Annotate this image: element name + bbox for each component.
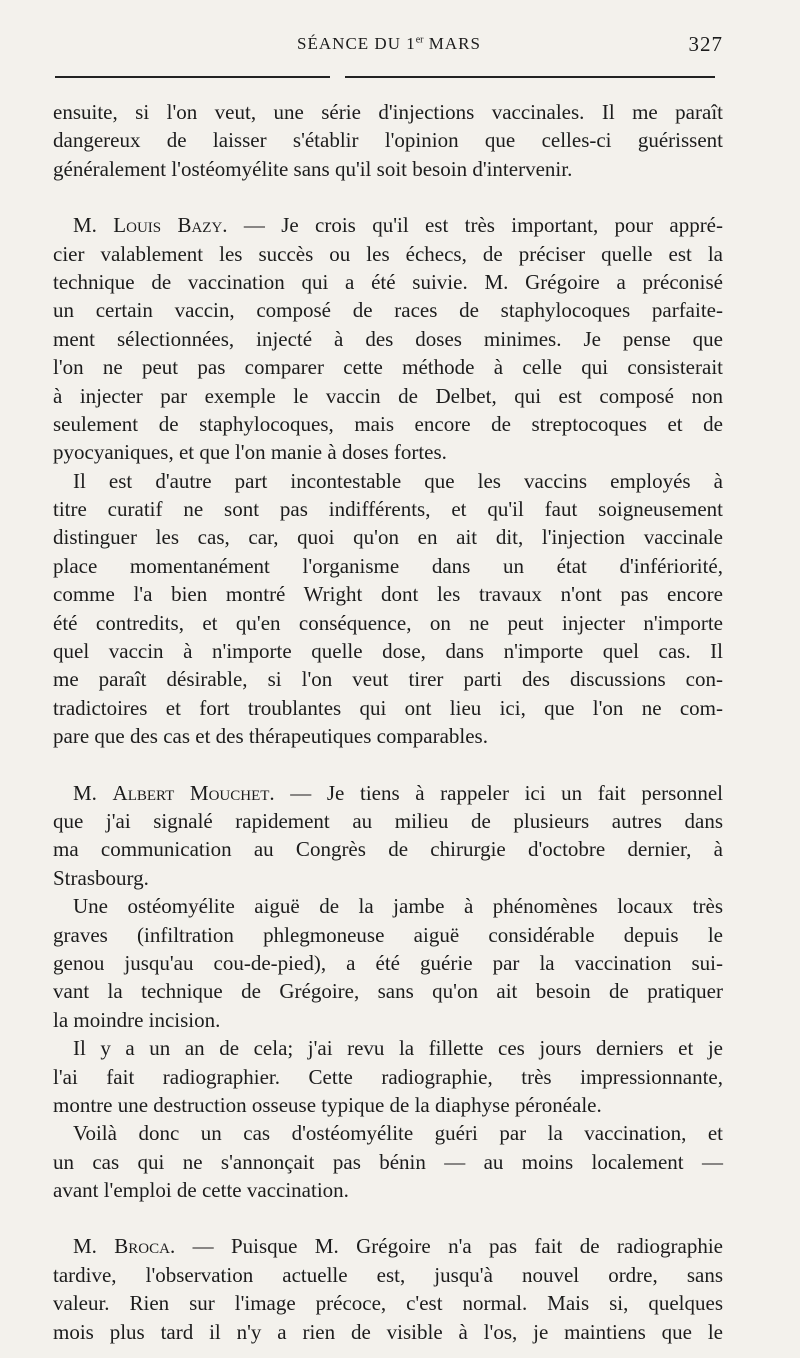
text-line: l'ai fait radiographier. Cette radiographie, très impressionnante, xyxy=(53,1064,723,1089)
text-line: distinguer les cas, car, quoi qu'on en ait dit, l'injection vaccinale xyxy=(53,525,723,550)
text-line: été contredits, et qu'en conséquence, on ne peut injecter n'importe xyxy=(53,610,723,635)
text-line xyxy=(53,1232,723,1260)
paragraph-gap xyxy=(53,1204,723,1232)
text-line: titre curatif ne sont pas indifférents, et qu'il faut soigneusement xyxy=(53,497,723,522)
text-line: ensuite, si l'on veut, une série d'injections vaccinales. Il me paraît xyxy=(53,100,723,124)
text-line: tradictoires et fort troublantes qui ont lieu ici, que l'on ne com- xyxy=(53,695,723,720)
paragraph-gap xyxy=(53,183,723,211)
running-head-text: SÉANCE DU xyxy=(297,34,401,53)
paragraph-bazy-2 xyxy=(53,467,723,751)
text-line: mois plus tard il n'y a rien de visible à l'os, je maintiens que le xyxy=(53,1319,723,1344)
speaker-prefix: M. xyxy=(73,213,97,238)
text-line: Une ostéomyélite aiguë de la jambe à phénomènes locaux très xyxy=(73,894,723,919)
paragraph-broca xyxy=(53,1232,723,1346)
page-number: 327 xyxy=(688,32,723,56)
text-line: graves (infiltration phlegmoneuse aiguë considérable depuis le xyxy=(53,922,723,947)
header-rule-left xyxy=(55,76,330,78)
text-line: la moindre incision. xyxy=(53,1007,221,1032)
text-line: l'on ne peut pas comparer cette méthode à celle qui consisterait xyxy=(53,355,723,380)
text-line: dangereux de laisser s'établir l'opinion que celles-ci guérissent xyxy=(53,128,723,153)
text-line: que j'ai signalé rapidement au milieu de plusieurs autres dans xyxy=(53,808,723,833)
speaker-prefix: M. xyxy=(73,780,97,805)
text-line xyxy=(53,779,723,807)
paragraph-gap xyxy=(53,751,723,779)
text-line: cier valablement les succès ou les échecs, de préciser quelle est la xyxy=(53,241,723,266)
body-text xyxy=(53,98,723,1346)
text-fragment: — Je crois qu'il est très important, pour appré- xyxy=(243,213,723,238)
speaker-name: Albert Mouchet. xyxy=(112,780,275,805)
running-head-month: MARS xyxy=(428,34,481,53)
paragraph-mouchet-3 xyxy=(53,1034,723,1119)
paragraph-mouchet-4 xyxy=(53,1119,723,1204)
paragraph-mouchet xyxy=(53,779,723,893)
text-line: genou jusqu'au cou-de-pied), a été guérie par la vaccination sui- xyxy=(53,950,723,975)
running-head xyxy=(55,34,723,54)
text-line: montre une destruction osseuse typique de la diaphyse péronéale. xyxy=(53,1092,602,1117)
text-line: vant la technique de Grégoire, sans qu'on ait besoin de pratiquer xyxy=(53,979,723,1004)
text-line: un cas qui ne s'annonçait pas bénin — au moins localement — xyxy=(53,1149,723,1174)
text-line: Strasbourg. xyxy=(53,865,149,890)
text-line: avant l'emploi de cette vaccination. xyxy=(53,1178,349,1203)
text-line: pare que des cas et des thérapeutiques comparables. xyxy=(53,724,488,749)
text-fragment: — Je tiens à rappeler ici un fait personnel xyxy=(290,780,724,805)
text-line: ma communication au Congrès de chirurgie d'octobre dernier, à xyxy=(53,837,723,862)
text-line: seulement de staphylocoques, mais encore de streptocoques et de xyxy=(53,411,723,436)
text-line: me paraît désirable, si l'on veut tirer parti des discussions con- xyxy=(53,667,723,692)
text-line: à injecter par exemple le vaccin de Delbet, qui est composé non xyxy=(53,383,723,408)
text-line: pyocyaniques, et que l'on manie à doses fortes. xyxy=(53,440,447,465)
text-line: généralement l'ostéomyélite sans qu'il soit besoin d'intervenir. xyxy=(53,156,573,181)
text-line: un certain vaccin, composé de races de staphylocoques parfaite- xyxy=(53,298,723,323)
text-line: place momentanément l'organisme dans un état d'infériorité, xyxy=(53,553,723,578)
text-line: Voilà donc un cas d'ostéomyélite guéri par la vaccination, et xyxy=(73,1121,723,1146)
text-line: Il y a un an de cela; j'ai revu la fillette ces jours derniers et je xyxy=(73,1036,723,1061)
speaker-name: Broca. xyxy=(114,1234,176,1259)
text-line: comme l'a bien montré Wright dont les travaux n'ont pas encore xyxy=(53,582,723,607)
paragraph-mouchet-2 xyxy=(53,892,723,1034)
text-fragment: — Puisque M. Grégoire n'a pas fait de radiographie xyxy=(192,1234,724,1259)
text-line: tardive, l'observation actuelle est, jusqu'à nouvel ordre, sans xyxy=(53,1262,723,1287)
speaker-prefix: M. xyxy=(73,1234,97,1259)
header-rule-right xyxy=(345,76,715,78)
text-line: technique de vaccination qui a été suivie. M. Grégoire a préconisé xyxy=(53,269,723,294)
running-head-day: 1 xyxy=(406,34,416,53)
text-line: quel vaccin à n'importe quelle dose, dans n'importe quel cas. Il xyxy=(53,639,723,664)
paragraph-1 xyxy=(53,98,723,183)
text-line: Il est d'autre part incontestable que les vaccins employés à xyxy=(73,468,723,493)
paragraph-bazy xyxy=(53,211,723,467)
speaker-name: Louis Bazy. xyxy=(113,213,228,238)
text-line: ment sélectionnées, injecté à des doses minimes. Je pense que xyxy=(53,326,723,351)
text-line: valeur. Rien sur l'image précoce, c'est normal. Mais si, quelques xyxy=(53,1291,723,1316)
page-header xyxy=(55,34,723,60)
text-line xyxy=(53,211,723,239)
running-head-sup: er xyxy=(415,34,424,46)
